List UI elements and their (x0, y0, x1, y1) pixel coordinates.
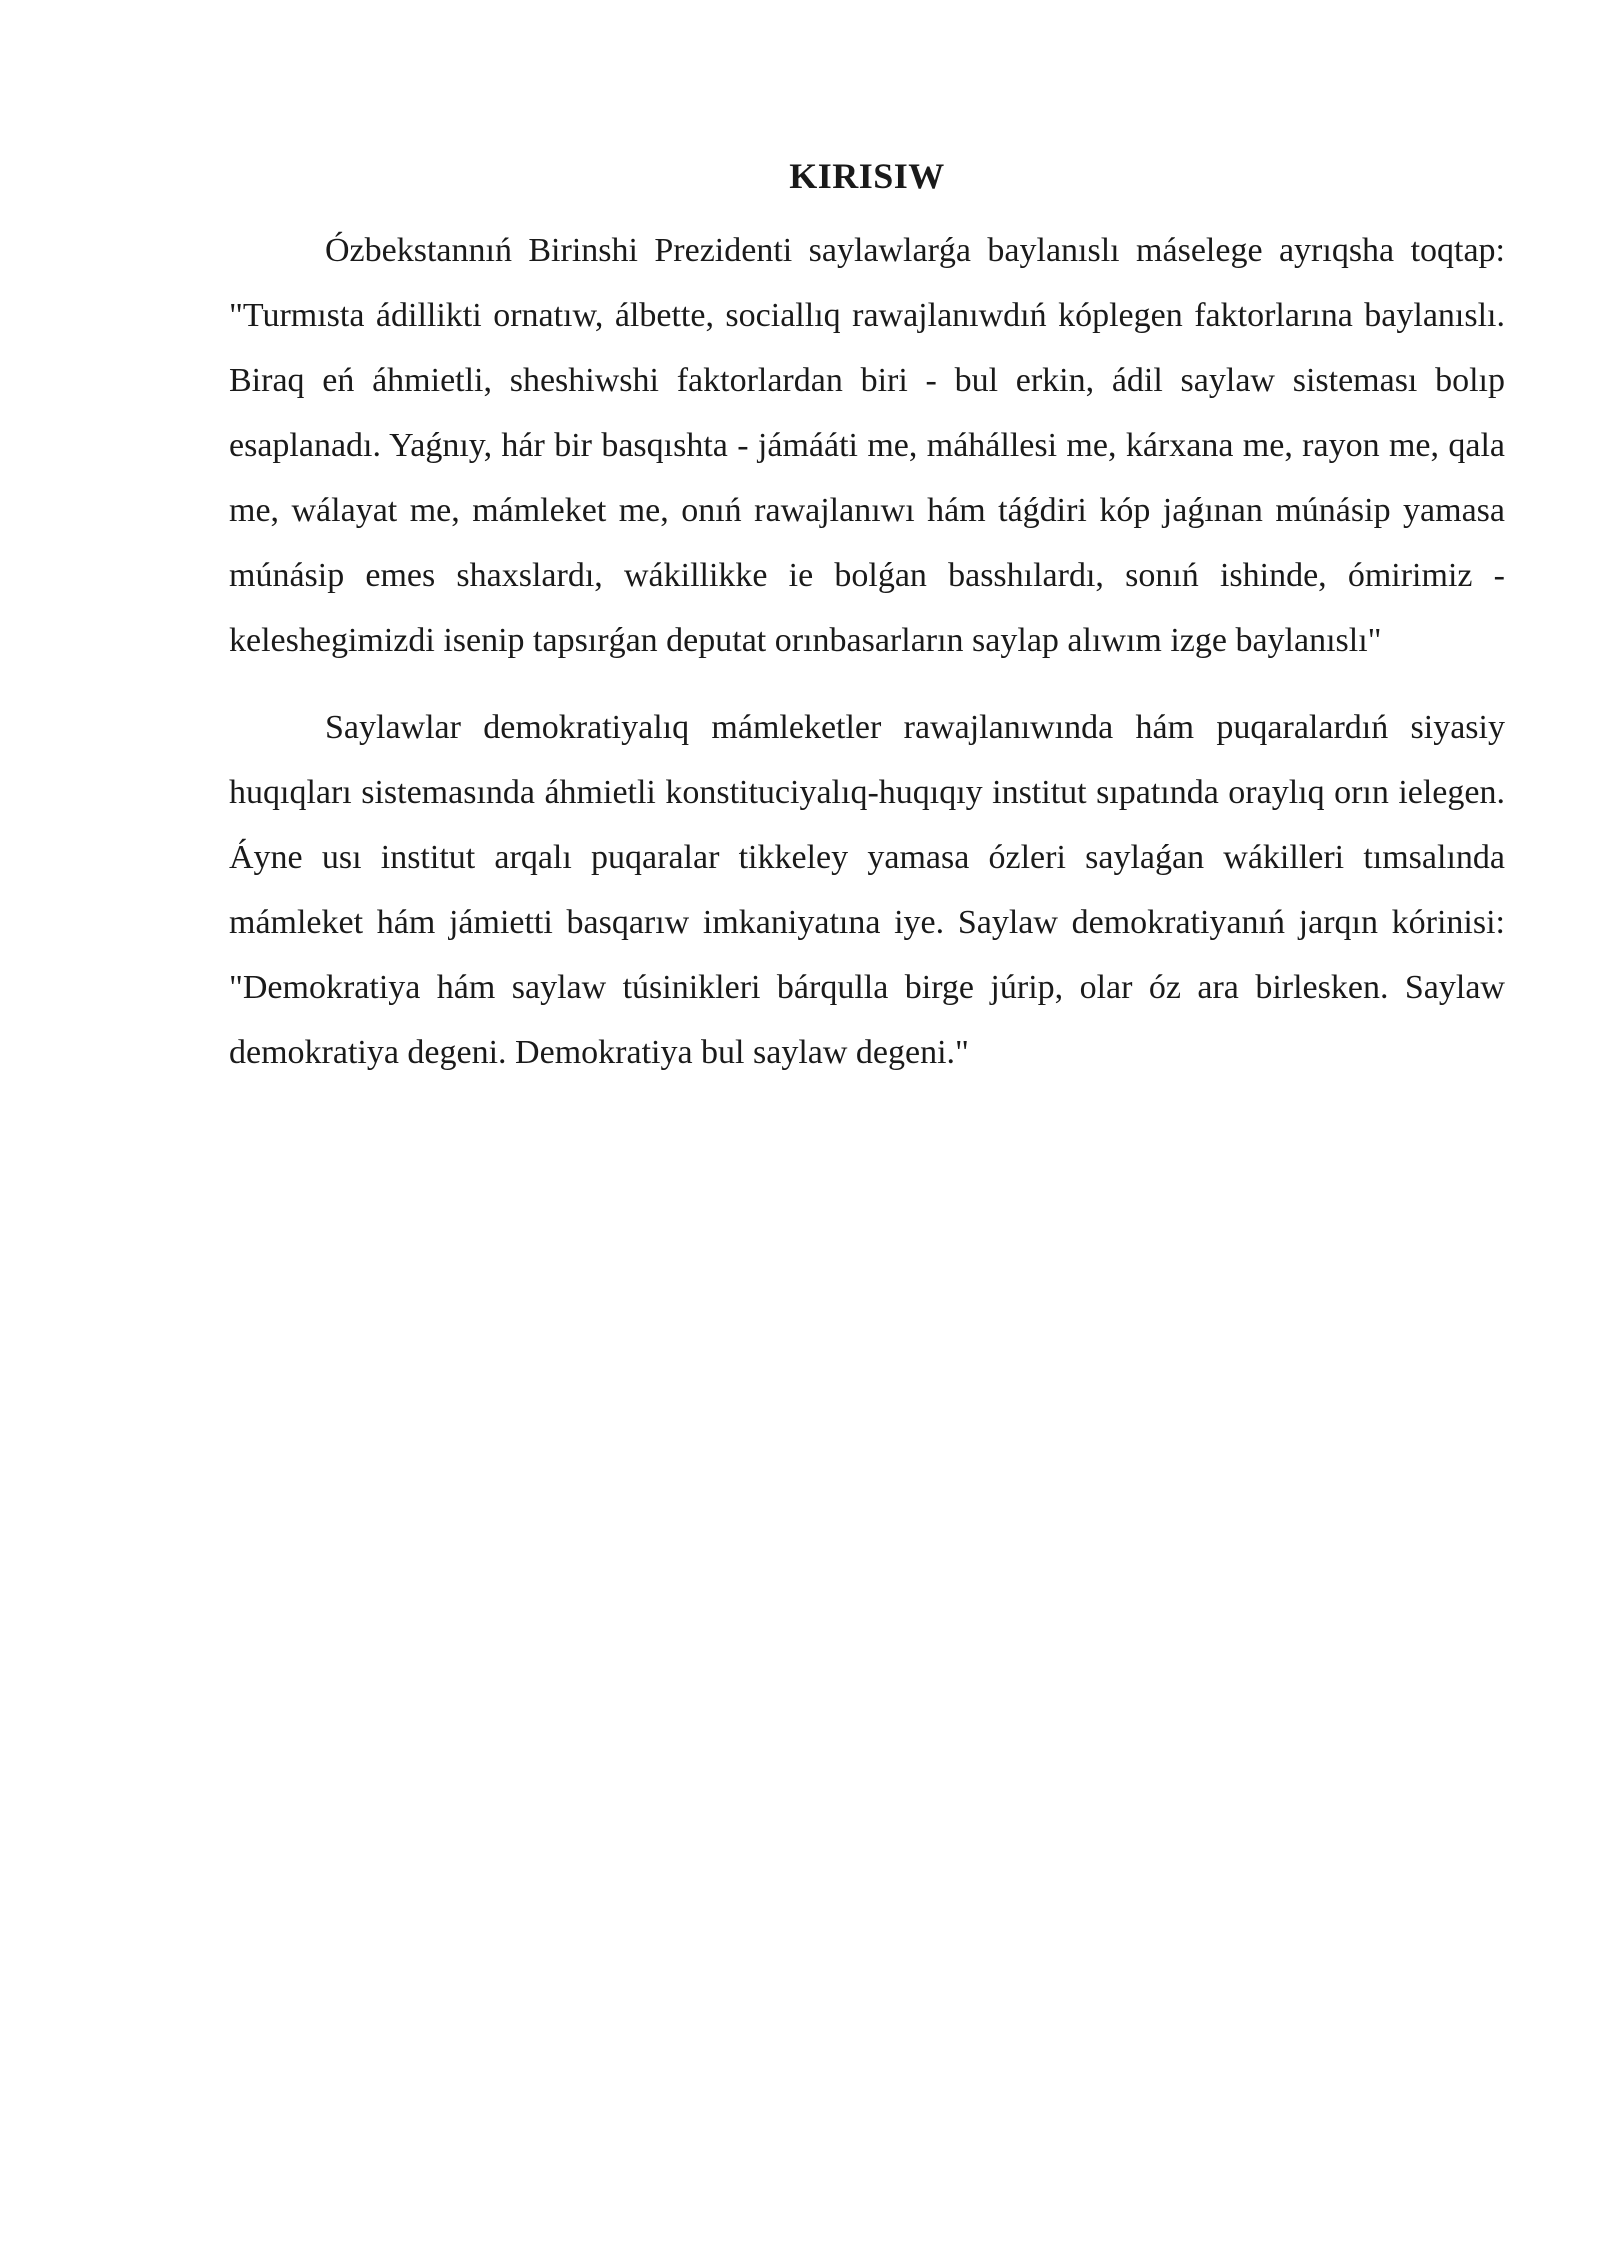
document-body (229, 148, 1505, 1107)
paragraph-2: Saylawlar demokratiyalıq mámleketler rawajlanıwında hám puqaralardıń siyasiy huqıqları sistemasında áhmietli konstituciyalıq-huqıqıy institut sıpatında oraylıq orın ielegen. Áyne usı institut arqalı puqaralar tikkeley yamasa ózleri saylaǵan wákilleri tımsalında mámleket hám jámietti basqarıw imkaniyatına iye. Saylaw demokratiyanıń jarqın kórinisi: "Demokratiya hám saylaw túsinikleri bárqulla birge júrip, olar óz ara birlesken. Saylaw demokratiya degeni. Demokratiya bul saylaw degeni." (229, 709, 1505, 1071)
document-title: KIRISIW (789, 156, 945, 196)
paragraph-1: Ózbekstannıń Birinshi Prezidenti saylawlarǵa baylanıslı máselege ayrıqsha toqtap: "Turmısta ádillikti ornatıw, álbette, sociallıq rawajlanıwdıń kóplegen faktorlarına baylanıslı. Biraq eń áhmietli, sheshiwshi faktorlardan biri - bul erkin, ádil saylaw sisteması bolıp esaplanadı. Yaǵnıy, hár bir basqıshta - jámááti me, máhállesi me, kárxana me, rayon me, qala me, wálayat me, mámleket me, onıń rawajlanıwı hám táǵdiri kóp jaǵınan múnásip yamasa múnásip emes shaxslardı, wákillikke ie bolǵan basshılardı, sonıń ishinde, ómirimiz - keleshegimizdi isenip tapsırǵan deputat orınbasarların saylap alıwım izge baylanıslı" (229, 232, 1505, 659)
